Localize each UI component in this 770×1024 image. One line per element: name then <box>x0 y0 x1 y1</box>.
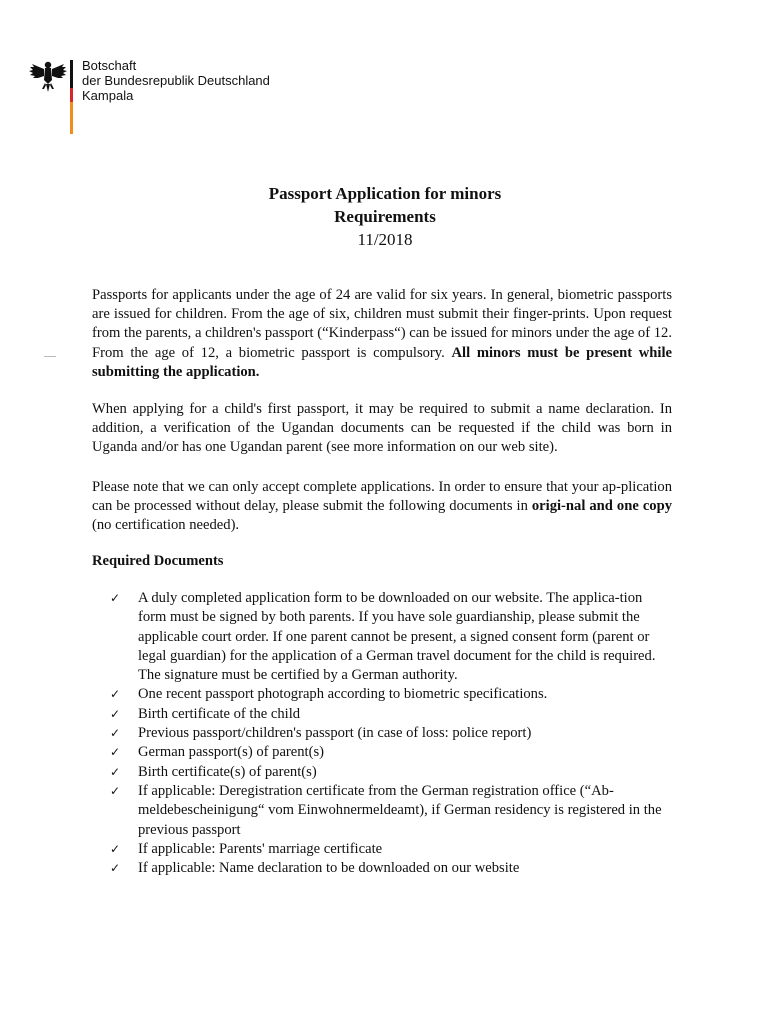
embassy-line-1: Botschaft <box>82 58 137 73</box>
list-item-text: Previous passport/children's passport (in case of loss: police report) <box>138 725 532 742</box>
embassy-name <box>82 58 270 103</box>
paragraph-complete-applications <box>92 478 672 536</box>
required-documents-list <box>110 589 666 878</box>
list-item-text: If applicable: Parents' marriage certificate <box>138 840 383 857</box>
list-item <box>110 589 666 685</box>
flag-bar-red <box>70 88 73 102</box>
title-date: 11/2018 <box>357 230 413 249</box>
flag-bar-gold <box>70 102 73 134</box>
title-line-2: Requirements <box>334 207 436 226</box>
paragraph-complete-bold: origi-nal and one copy <box>531 498 673 515</box>
list-item <box>110 763 666 782</box>
embassy-line-2: der Bundesrepublik Deutschland <box>82 73 270 88</box>
list-item <box>110 705 666 724</box>
list-item <box>110 840 666 859</box>
checkmark-icon: ✓ <box>110 861 121 876</box>
list-item-text: If applicable: Deregistration certificate from the German registration office (“Ab-meldebescheinigung“ vom Einwohnermeldeamt), if German residency is registered in the previous passport <box>138 782 662 838</box>
list-item <box>110 859 666 878</box>
list-item-text: Birth certificate of the child <box>138 705 301 722</box>
checkmark-icon: ✓ <box>110 745 121 760</box>
paragraph-validity-text: Passports for applicants under the age of 24 are valid for six years. In general, biometric passports are issued for children. From the age of six, children must submit their finger-prints. Upon request from the parents, a children's passport (“Kinderpass“) can be issued for minors under the age of 12. From the age of 12, a biometric passport is compulsory. <box>92 287 672 361</box>
embassy-line-3: Kampala <box>82 88 134 103</box>
list-item-text: One recent passport photograph according to biometric specifications. <box>138 686 548 703</box>
list-item <box>110 782 666 840</box>
checkmark-icon: ✓ <box>110 687 121 702</box>
checkmark-icon: ✓ <box>110 726 121 741</box>
paragraph-first-passport-text: When applying for a child's first passport, it may be required to submit a name declaration. In addition, a verification of the Ugandan documents can be requested if the child was born in Uganda and/or has one Ugandan parent (see more information on our web site). <box>92 401 672 456</box>
paragraph-validity <box>92 286 672 382</box>
checkmark-icon: ✓ <box>110 783 121 798</box>
list-item <box>110 685 666 704</box>
required-documents-heading: Required Documents <box>92 553 224 569</box>
list-item-text: If applicable: Name declaration to be downloaded on our website <box>138 860 520 877</box>
federal-eagle-icon <box>28 58 68 94</box>
margin-mark <box>44 356 56 357</box>
list-item <box>110 743 666 762</box>
checkmark-icon: ✓ <box>110 591 121 605</box>
list-item-text: Birth certificate(s) of parent(s) <box>138 763 317 780</box>
paragraph-first-passport <box>92 400 672 458</box>
list-item-text: German passport(s) of parent(s) <box>138 744 325 761</box>
list-item-text: A duly completed application form to be downloaded on our website. The applica-tion form must be signed by both parents. If you have sole guardianship, please submit the applicable court order. If one parent cannot be present, a signed consent form (parent or legal guardian) for the application of a German travel document for the child is required. The signature must be certified by a German authority. <box>138 590 656 684</box>
checkmark-icon: ✓ <box>110 841 121 856</box>
title-line-1: Passport Application for minors <box>268 184 502 203</box>
flag-bar-black <box>70 60 73 88</box>
checkmark-icon: ✓ <box>110 706 121 721</box>
document-title <box>0 182 770 251</box>
paragraph-complete-end: (no certification needed). <box>92 517 240 534</box>
paragraph-validity-bold: All minors must be present while submitting the application. <box>92 344 672 380</box>
paragraph-complete-text: Please note that we can only accept complete applications. In order to ensure that your ap-plication can be processed without delay, please submit the following documents in <box>92 479 672 515</box>
checkmark-icon: ✓ <box>110 764 121 779</box>
list-item <box>110 724 666 743</box>
